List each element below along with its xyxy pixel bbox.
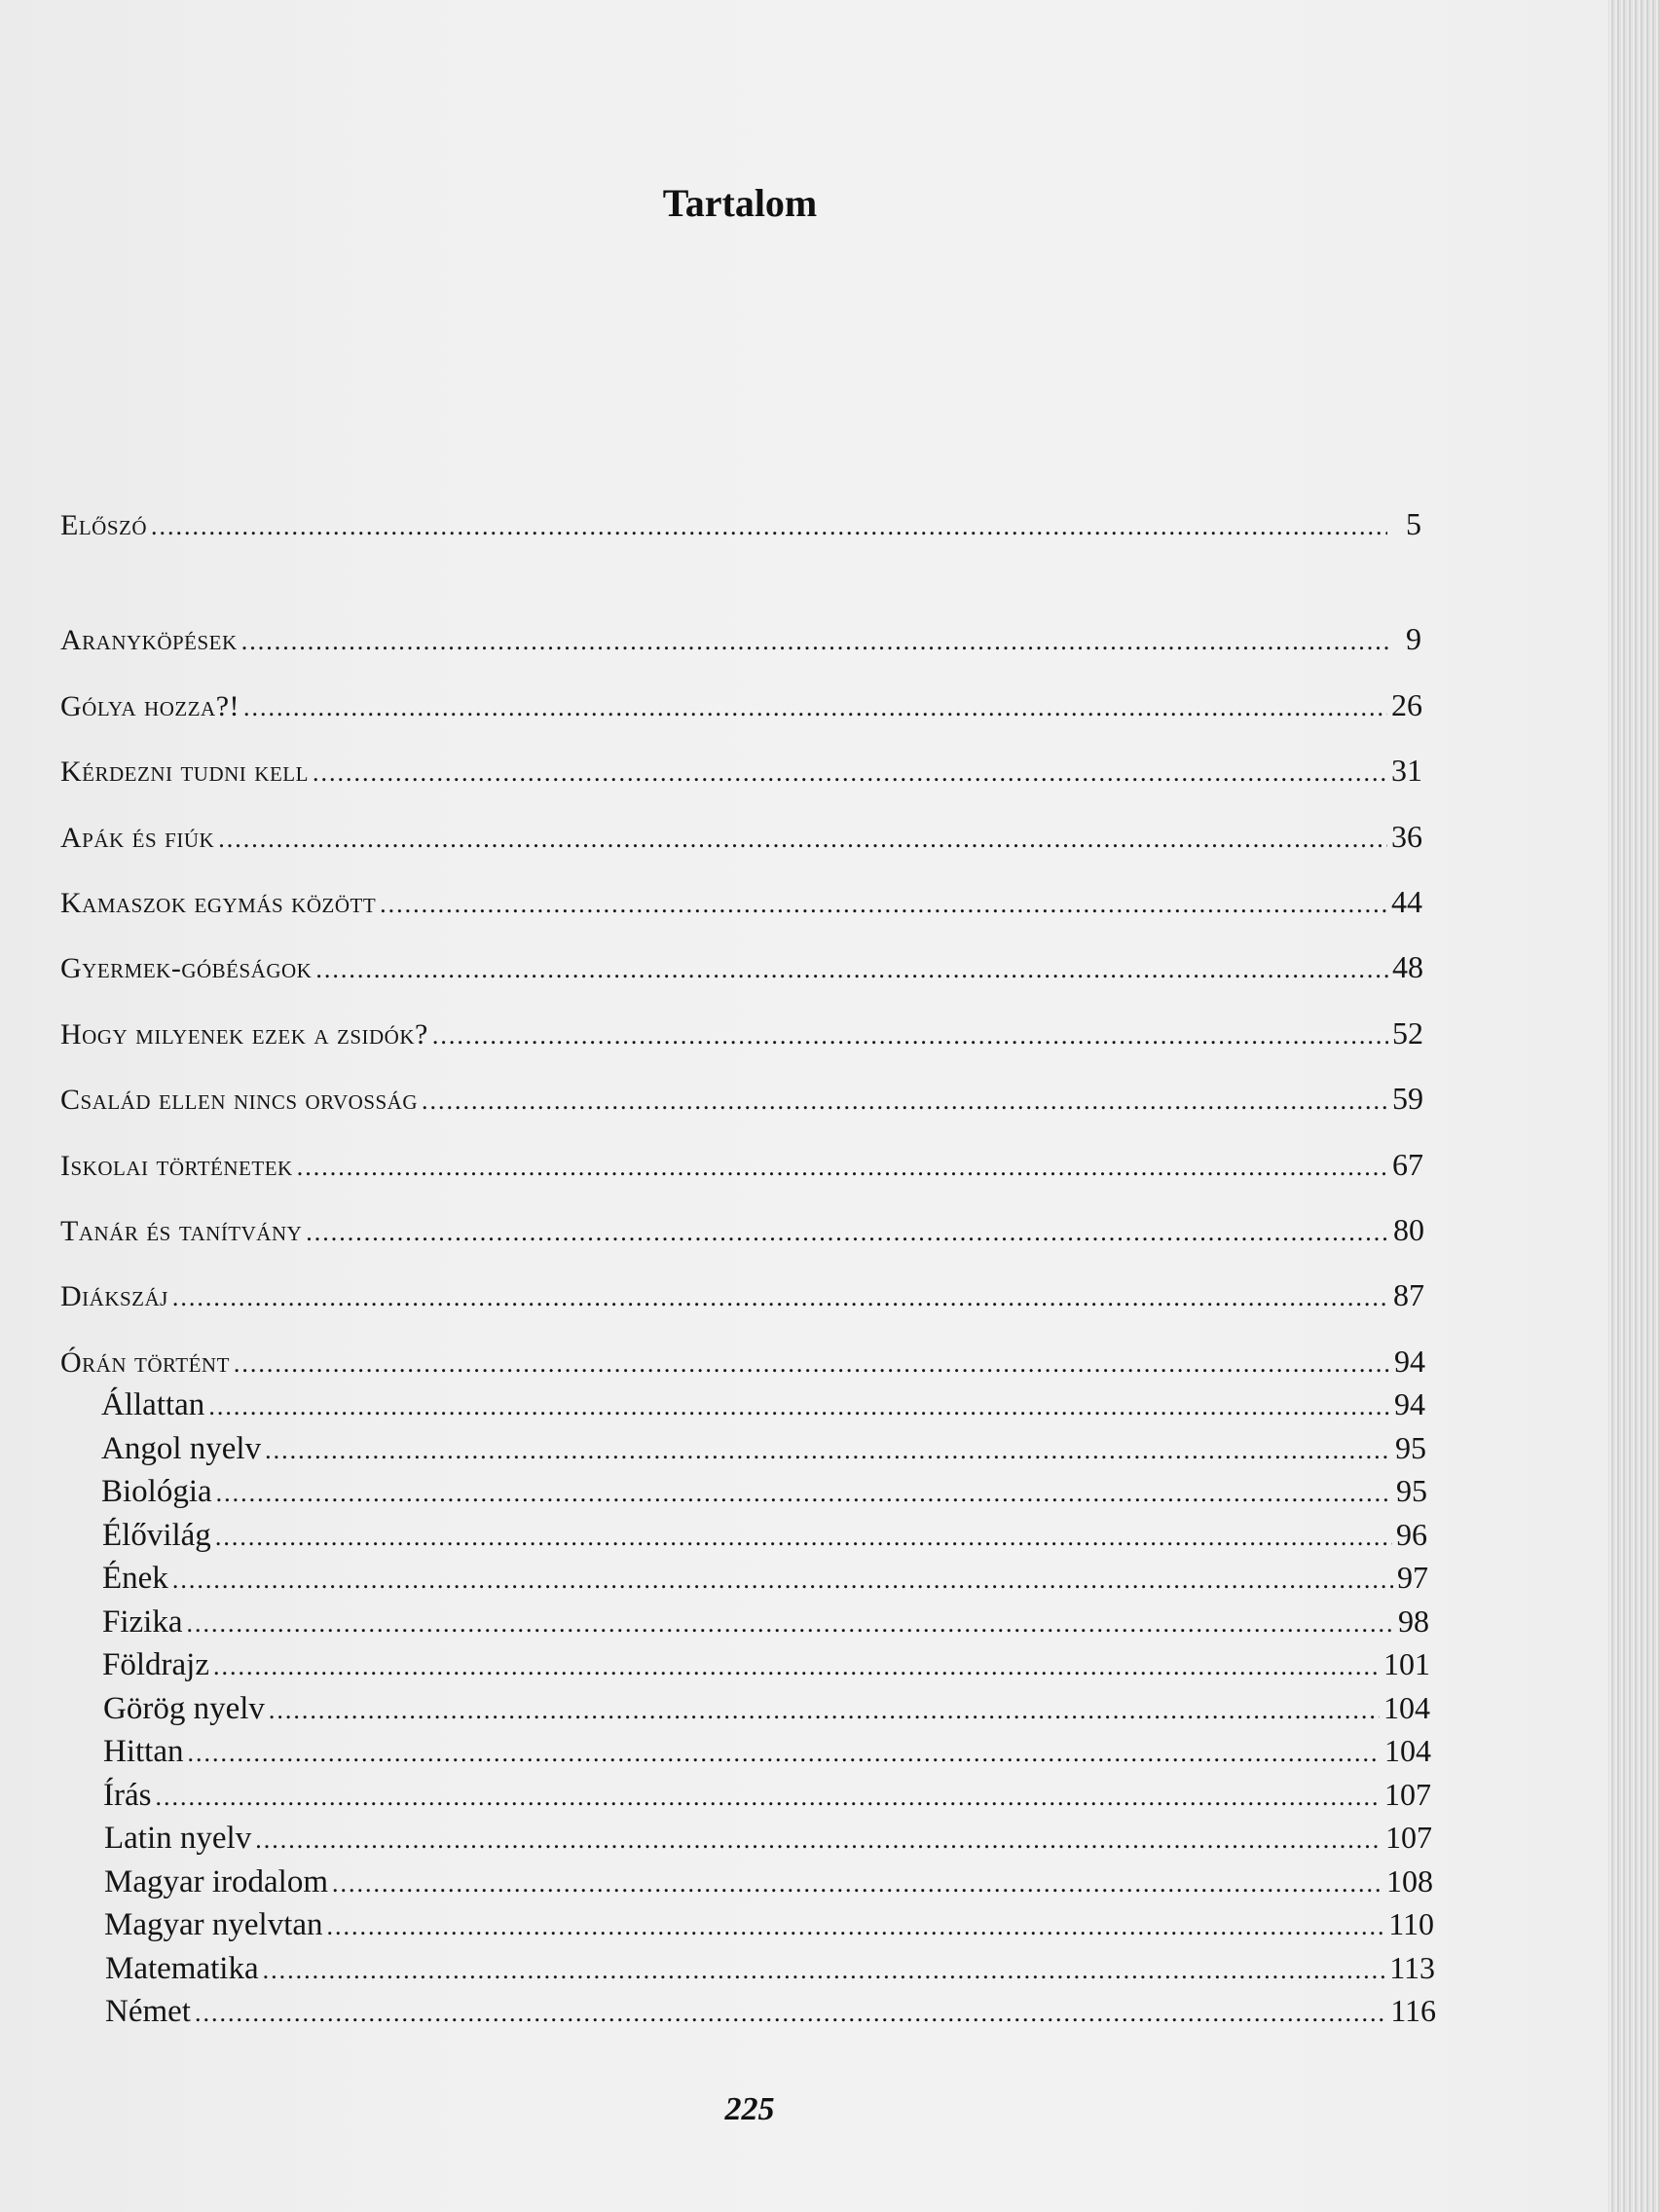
toc-entry-label: Ének — [102, 1561, 168, 1596]
toc-subentry-fizika — [102, 1604, 1429, 1642]
dot-leader — [172, 1283, 1389, 1312]
toc-entry-page: 52 — [1392, 1015, 1423, 1051]
toc-entry-page: 36 — [1391, 819, 1422, 854]
toc-entry-label: Biológia — [101, 1474, 212, 1509]
toc-entry-label: Apák és fiúk — [60, 822, 215, 854]
toc-entry-label: Angol nyelv — [101, 1431, 262, 1466]
toc-entry-label: Gyermek-góbéságok — [60, 952, 313, 984]
toc-subentry-angol-nyelv — [101, 1430, 1426, 1469]
toc-entry-label: Állattan — [101, 1387, 205, 1422]
toc-entry-label: Matematika — [105, 1951, 259, 1986]
dot-leader — [218, 825, 1387, 854]
toc-subentry-iras — [103, 1777, 1431, 1816]
toc-entry-diakszaj — [60, 1277, 1424, 1316]
dot-leader — [332, 1869, 1382, 1899]
toc-entry-page: 110 — [1388, 1906, 1434, 1941]
toc-entry-eloszo — [60, 506, 1421, 545]
toc-entry-page: 94 — [1394, 1386, 1425, 1421]
toc-entry-golya-hozza — [60, 687, 1422, 726]
dot-leader — [216, 1479, 1392, 1508]
toc-entry-apak-es-fiuk — [60, 819, 1422, 858]
dot-leader — [380, 890, 1387, 919]
toc-entry-page: 31 — [1391, 753, 1422, 788]
toc-entry-page: 104 — [1383, 1690, 1430, 1725]
toc-entry-page: 108 — [1386, 1863, 1433, 1899]
toc-entry-page: 94 — [1394, 1344, 1425, 1379]
dot-leader — [155, 1783, 1381, 1812]
page-edges — [1608, 0, 1659, 2212]
toc-entry-label: Hogy milyenek ezek a zsidók? — [60, 1018, 428, 1051]
toc-entry-label: Diákszáj — [60, 1280, 168, 1312]
dot-leader — [234, 1349, 1390, 1379]
toc-subentry-latin-nyelv — [104, 1820, 1432, 1859]
toc-subentry-gorog-nyelv — [103, 1690, 1430, 1729]
toc-subentry-biologia — [101, 1473, 1427, 1512]
toc-entry-tanar-es-tanitvany — [60, 1212, 1424, 1251]
toc-entry-iskolai-tortenetek — [60, 1147, 1423, 1186]
toc-entry-zsidok — [60, 1015, 1423, 1054]
toc-entry-page: 59 — [1392, 1081, 1423, 1116]
toc-subentry-enek — [102, 1560, 1428, 1599]
toc-subentry-hittan — [103, 1733, 1431, 1772]
dot-leader — [186, 1609, 1394, 1639]
toc-entry-page: 113 — [1389, 1950, 1435, 1985]
dot-leader — [243, 693, 1387, 722]
toc-entry-label: Német — [105, 1994, 191, 2029]
toc-entry-page: 26 — [1391, 687, 1422, 722]
dot-leader — [172, 1566, 1393, 1595]
toc-entry-label: Magyar nyelvtan — [104, 1907, 323, 1942]
dot-leader — [215, 1523, 1392, 1552]
toc-entry-page: 96 — [1396, 1517, 1427, 1552]
toc-entry-label: Görög nyelv — [103, 1691, 265, 1726]
toc-entry-kerdezni-tudni-kell — [60, 753, 1422, 792]
dot-leader — [208, 1392, 1390, 1421]
toc-entry-page: 101 — [1383, 1646, 1430, 1681]
toc-entry-label: Gólya hozza?! — [60, 690, 240, 722]
page-title: Tartalom — [662, 180, 818, 225]
toc-entry-page: 48 — [1392, 949, 1423, 984]
toc-entry-page: 104 — [1384, 1733, 1431, 1768]
toc-entry-page: 97 — [1397, 1560, 1428, 1595]
toc-entry-label: Írás — [103, 1778, 152, 1813]
toc-entry-label: Aranyköpések — [60, 624, 238, 656]
dot-leader — [327, 1912, 1385, 1941]
toc-subentry-matematika — [105, 1950, 1435, 1989]
toc-entry-label: Kérdezni tudni kell — [60, 756, 309, 788]
toc-entry-label: Fizika — [102, 1604, 183, 1640]
toc-entry-aranykopesek — [60, 621, 1421, 660]
toc-entry-page: 107 — [1385, 1820, 1432, 1855]
toc-entry-gyermek-gobesagok — [60, 949, 1423, 988]
dot-leader — [151, 512, 1387, 541]
toc-entry-label: Tanár és tanítvány — [60, 1215, 303, 1247]
toc-entry-label: Órán történt — [60, 1346, 230, 1379]
dot-leader — [241, 627, 1389, 656]
dot-leader — [255, 1825, 1382, 1855]
toc-entry-label: Élővilág — [102, 1518, 211, 1553]
toc-entry-label: Földrajz — [102, 1647, 209, 1682]
toc-entry-page: 80 — [1393, 1212, 1424, 1247]
dot-leader — [306, 1218, 1389, 1247]
toc-entry-kamaszok — [60, 884, 1422, 923]
toc-entry-csalad — [60, 1081, 1423, 1120]
toc-entry-label: Magyar irodalom — [104, 1864, 329, 1899]
toc-subentry-foldrajz — [102, 1646, 1430, 1685]
dot-leader — [187, 1739, 1381, 1768]
toc-entry-page: 44 — [1391, 884, 1422, 919]
toc-entry-label: Hittan — [103, 1734, 184, 1769]
dot-leader — [195, 1999, 1386, 2028]
toc-entry-label: Család ellen nincs orvosság — [60, 1084, 419, 1116]
toc-entry-page: 95 — [1396, 1473, 1427, 1508]
toc-entry-oran-tortent — [60, 1344, 1425, 1382]
dot-leader — [263, 1956, 1386, 1985]
toc-entry-label: Iskolai történetek — [60, 1150, 293, 1182]
toc-entry-page: 9 — [1406, 621, 1421, 656]
toc-entry-page: 87 — [1393, 1277, 1424, 1312]
toc-subentry-nemet — [105, 1993, 1436, 2032]
toc-subentry-magyar-nyelvtan — [104, 1906, 1434, 1945]
toc-entry-page: 107 — [1384, 1777, 1431, 1812]
toc-entry-page: 95 — [1395, 1430, 1426, 1465]
dot-leader — [297, 1153, 1388, 1182]
dot-leader — [213, 1652, 1380, 1681]
dot-leader — [315, 955, 1388, 984]
toc-subentry-allattan — [101, 1386, 1425, 1425]
page-number: 225 — [724, 2091, 775, 2127]
dot-leader — [269, 1696, 1380, 1725]
dot-leader — [265, 1436, 1391, 1465]
toc-entry-page: 116 — [1390, 1993, 1436, 2028]
toc-entry-page: 5 — [1406, 506, 1421, 541]
toc-entry-label: Kamaszok egymás között — [60, 887, 377, 919]
toc-entry-label: Előszó — [60, 509, 147, 541]
dot-leader — [422, 1087, 1388, 1116]
toc-entry-page: 98 — [1398, 1604, 1429, 1639]
toc-entry-page: 67 — [1392, 1147, 1423, 1182]
toc-entry-label: Latin nyelv — [104, 1821, 252, 1856]
toc-subentry-elovilag — [102, 1517, 1427, 1556]
dot-leader — [432, 1021, 1388, 1051]
toc-subentry-magyar-irodalom — [104, 1863, 1433, 1902]
dot-leader — [313, 758, 1387, 788]
